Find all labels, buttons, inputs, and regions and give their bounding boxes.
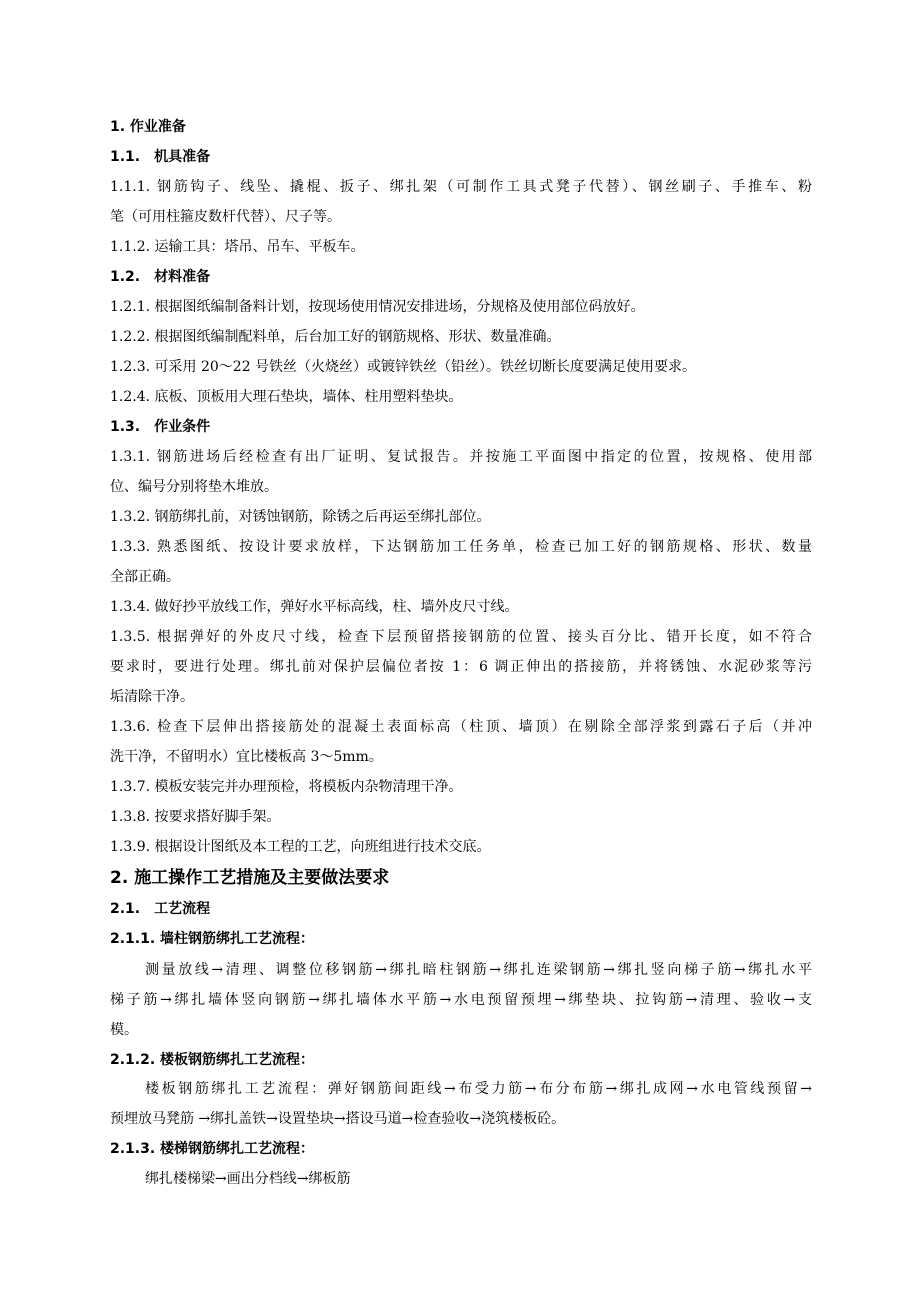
heading-2-1-2: 2.1.2. 楼板钢筋绑扎工艺流程： (110, 1052, 315, 1068)
text-line: 1.3.3. 熟悉图纸、按设计要求放样，下达钢筋加工任务单，检查已加工好的钢筋规格、形状、数量 (110, 539, 812, 555)
text-line: 1.3.9. 根据设计图纸及本工程的工艺，向班组进行技术交底。 (110, 839, 491, 855)
heading-2-1: 2.1. 工艺流程 (110, 901, 211, 917)
heading-1-3: 1.3. 作业条件 (110, 419, 211, 435)
text-line: 1.3.2. 钢筋绑扎前，对锈蚀钢筋，除锈之后再运至绑扎部位。 (110, 509, 491, 525)
text-line: 笔（可用柱箍皮数杆代替）、尺子等。 (110, 209, 341, 225)
heading-2: 2. 施工操作工艺措施及主要做法要求 (110, 868, 390, 888)
heading-1-2: 1.2. 材料准备 (110, 269, 211, 285)
heading-1: 1. 作业准备 (110, 119, 186, 135)
heading-1-1: 1.1. 机具准备 (110, 149, 211, 165)
text-line: 1.3.5. 根据弹好的外皮尺寸线，检查下层预留搭接钢筋的位置、接头百分比、错开长度，如不符合 (110, 629, 812, 645)
text-line: 1.1.2. 运输工具：塔吊、吊车、平板车。 (110, 239, 365, 255)
text-line: 全部正确。 (110, 569, 180, 585)
text-line: 1.3.4. 做好抄平放线工作，弹好水平标高线，柱、墙外皮尺寸线。 (110, 599, 519, 615)
text-line: 1.1.1. 钢筋钩子、线坠、撬棍、扳子、绑扎架（可制作工具式凳子代替）、钢丝刷子、手推车、粉 (110, 179, 812, 195)
text-line: 1.2.1. 根据图纸编制备料计划，按现场使用情况安排进场，分规格及使用部位码放好。 (110, 299, 645, 315)
text-line: 1.3.7. 模板安装完并办理预检，将模板内杂物清理干净。 (110, 779, 463, 795)
text-line: 1.2.3. 可采用 20～22 号铁丝（火烧丝）或镀锌铁丝（铅丝）。铁丝切断长度要满足使用要求。 (110, 359, 697, 375)
text-line: 1.3.6. 检查下层伸出搭接筋处的混凝土表面标高（柱顶、墙顶）在剔除全部浮浆到露石子后（并冲 (110, 719, 812, 735)
text-line: 洗干净，不留明水）宜比楼板高 3～5mm。 (110, 749, 383, 765)
text-line: 绑扎楼梯梁→画出分档线→绑板筋 (145, 1171, 351, 1187)
heading-2-1-3: 2.1.3. 楼梯钢筋绑扎工艺流程： (110, 1141, 315, 1157)
text-line: 1.2.4. 底板、顶板用大理石垫块，墙体、柱用塑料垫块。 (110, 389, 463, 405)
text-line: 楼板钢筋绑扎工艺流程：弹好钢筋间距线→布受力筋→布分布筋→绑扎成网→水电管线预留→ (145, 1081, 812, 1097)
text-line: 1.2.2. 根据图纸编制配料单，后台加工好的钢筋规格、形状、数量准确。 (110, 329, 561, 345)
heading-2-1-1: 2.1.1. 墙柱钢筋绑扎工艺流程： (110, 931, 315, 947)
text-line: 要求时，要进行处理。绑扎前对保护层偏位者按 1：6 调正伸出的搭接筋，并将锈蚀、水泥砂浆等污 (110, 659, 812, 675)
text-line: 位、编号分别将垫木堆放。 (110, 479, 278, 495)
text-line: 预埋放马凳筋 →绑扎盖铁→设置垫块→搭设马道→检查验收→浇筑楼板砼。 (110, 1111, 566, 1127)
text-line: 1.3.1. 钢筋进场后经检查有出厂证明、复试报告。并按施工平面图中指定的位置，按规格、使用部 (110, 449, 812, 465)
text-line: 梯子筋→绑扎墙体竖向钢筋→绑扎墙体水平筋→水电预留预埋→绑垫块、拉钩筋→清理、验收→支 (110, 992, 812, 1008)
text-line: 测量放线→清理、调整位移钢筋→绑扎暗柱钢筋→绑扎连梁钢筋→绑扎竖向梯子筋→绑扎水平 (145, 962, 812, 978)
text-line: 垢清除干净。 (110, 689, 194, 705)
text-line: 模。 (110, 1022, 138, 1038)
text-line: 1.3.8. 按要求搭好脚手架。 (110, 809, 281, 825)
